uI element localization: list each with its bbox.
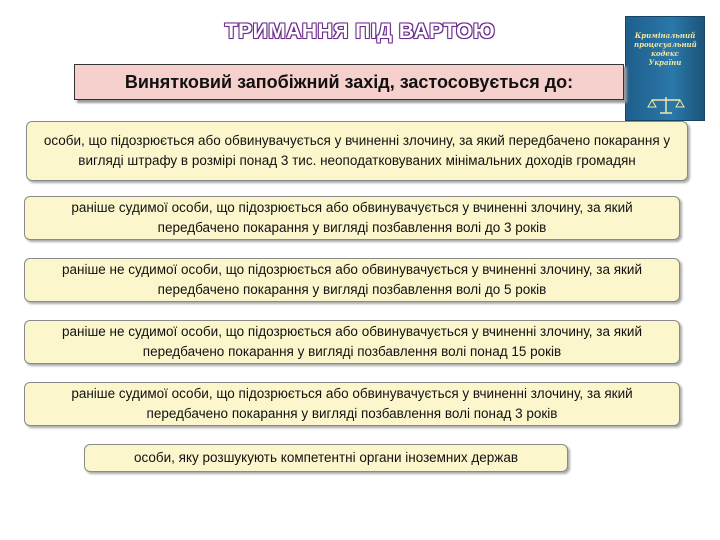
list-item: раніше судимої особи, що підозрюється або обвинувачується у вчиненні злочину, за який передбачено покарання у вигляді позбавлення волі понад 3 років [24,382,680,426]
scales-icon [646,95,686,115]
list-item: раніше судимої особи, що підозрюється або обвинувачується у вчиненні злочину, за який передбачено покарання у вигляді позбавлення волі до 3 років [24,196,680,240]
header-box: Винятковий запобіжний захід, застосовується до: [74,64,624,100]
list-item: особи, яку розшукують компетентні органи іноземних держав [84,444,568,472]
list-item: особи, що підозрюється або обвинувачується у вчиненні злочину, за який передбачено покарання у вигляді штрафу в розмірі понад 3 тис. неоподатковуваних мінімальних доходів громадян [26,121,688,181]
code-book-image [625,16,705,121]
page-title: ТРИМАННЯ ПІД ВАРТОЮ [224,20,496,43]
list-item: раніше не судимої особи, що підозрюється або обвинувачується у вчиненні злочину, за який передбачено покарання у вигляді позбавлення волі понад 15 років [24,320,680,364]
list-item: раніше не судимої особи, що підозрюється або обвинувачується у вчиненні злочину, за який передбачено покарання у вигляді позбавлення волі до 5 років [24,258,680,302]
book-label: Кримінальний процесуальний кодекс України [634,31,697,67]
